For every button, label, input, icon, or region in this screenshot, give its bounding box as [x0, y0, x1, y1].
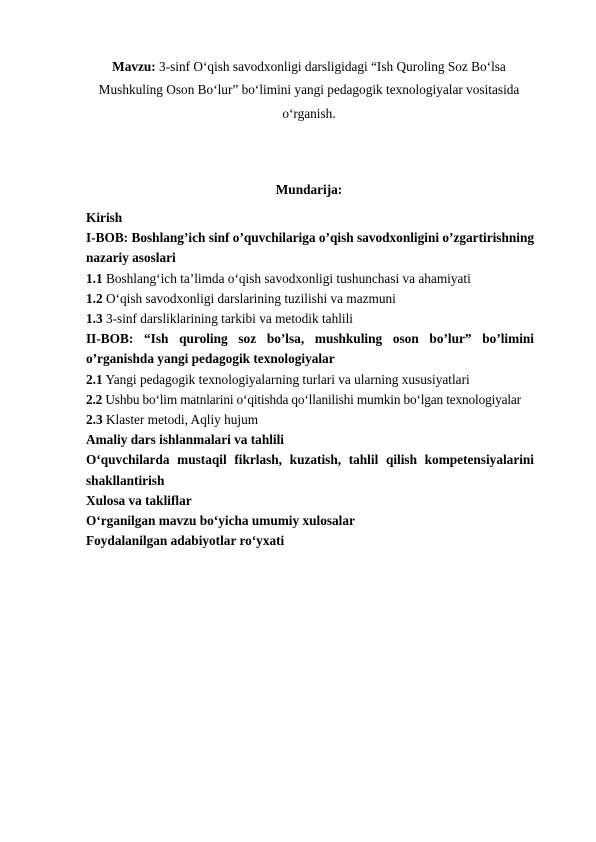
toc-entry-section-1-3: [86, 309, 534, 329]
section-title: Yangi pedagogik texnologiyalarning turlari va ularning xususiyatlari: [102, 371, 470, 387]
topic-text: 3-sinf O‘qish savodxonligi darsligidagi “Ish Quroling Soz Bo‘lsa Mushkuling Oson Bo‘lur” bo‘limini yangi pedagogik texnologiyalar vositasida o‘rganish.: [98, 59, 520, 121]
section-number: 2.2: [86, 391, 103, 407]
toc-entry-section-2-3: [86, 410, 534, 430]
section-number: 1.2: [86, 290, 103, 306]
toc-entry-section-1-1: [86, 269, 534, 289]
topic-label: Mavzu:: [112, 59, 156, 74]
table-of-contents: [86, 208, 534, 551]
toc-entry-practice: Amaliy dars ishlanmalari va tahlili: [86, 432, 284, 448]
section-title: O‘qish savodxonligi darslarining tuzilishi va mazmuni: [102, 290, 396, 306]
toc-entry-chapter-1: I-BOB: Boshlang’ich sinf o’quvchilariga o’qish savodxonligini o’zgartirishning nazariy asoslari: [86, 230, 534, 266]
toc-entry-conclusion: Xulosa va takliflar: [86, 492, 192, 508]
toc-entry-section-1-2: [86, 289, 534, 309]
section-title: Ushbu bo‘lim matnlarini o‘qitishda qo‘llanilishi mumkin bo‘lgan texnologiyalar: [102, 391, 521, 407]
toc-entry-chapter-2: II-BOB: “Ish quroling soz bo’lsa, mushkuling oson bo’lur” bo’limini o’rganishda yangi pedagogik texnologiyalar: [86, 331, 534, 367]
section-title: 3-sinf darsliklarining tarkibi va metodik tahlili: [102, 311, 353, 327]
toc-entry-summary: O‘rganilgan mavzu bo‘yicha umumiy xulosalar: [86, 513, 355, 529]
section-number: 2.3: [86, 412, 103, 428]
section-title: Boshlang‘ich ta’limda o‘qish savodxonligi tushunchasi va ahamiyati: [102, 270, 471, 286]
section-number: 1.3: [86, 311, 103, 327]
toc-entry-competence: O‘quvchilarda mustaqil fikrlash, kuzatish, tahlil qilish kompetensiyalarini shakllantirish: [86, 452, 534, 488]
contents-title: Mundarija:: [275, 182, 343, 197]
toc-entry-section-2-1: [86, 370, 534, 390]
toc-entry-section-2-2: [86, 390, 534, 410]
toc-entry-intro: Kirish: [86, 210, 123, 225]
section-number: 2.1: [86, 371, 103, 387]
topic-paragraph: [86, 55, 532, 125]
toc-entry-references: Foydalanilgan adabiyotlar ro‘yxati: [86, 533, 285, 549]
section-number: 1.1: [86, 270, 103, 286]
section-title: Klaster metodi, Aqliy hujum: [102, 412, 259, 428]
